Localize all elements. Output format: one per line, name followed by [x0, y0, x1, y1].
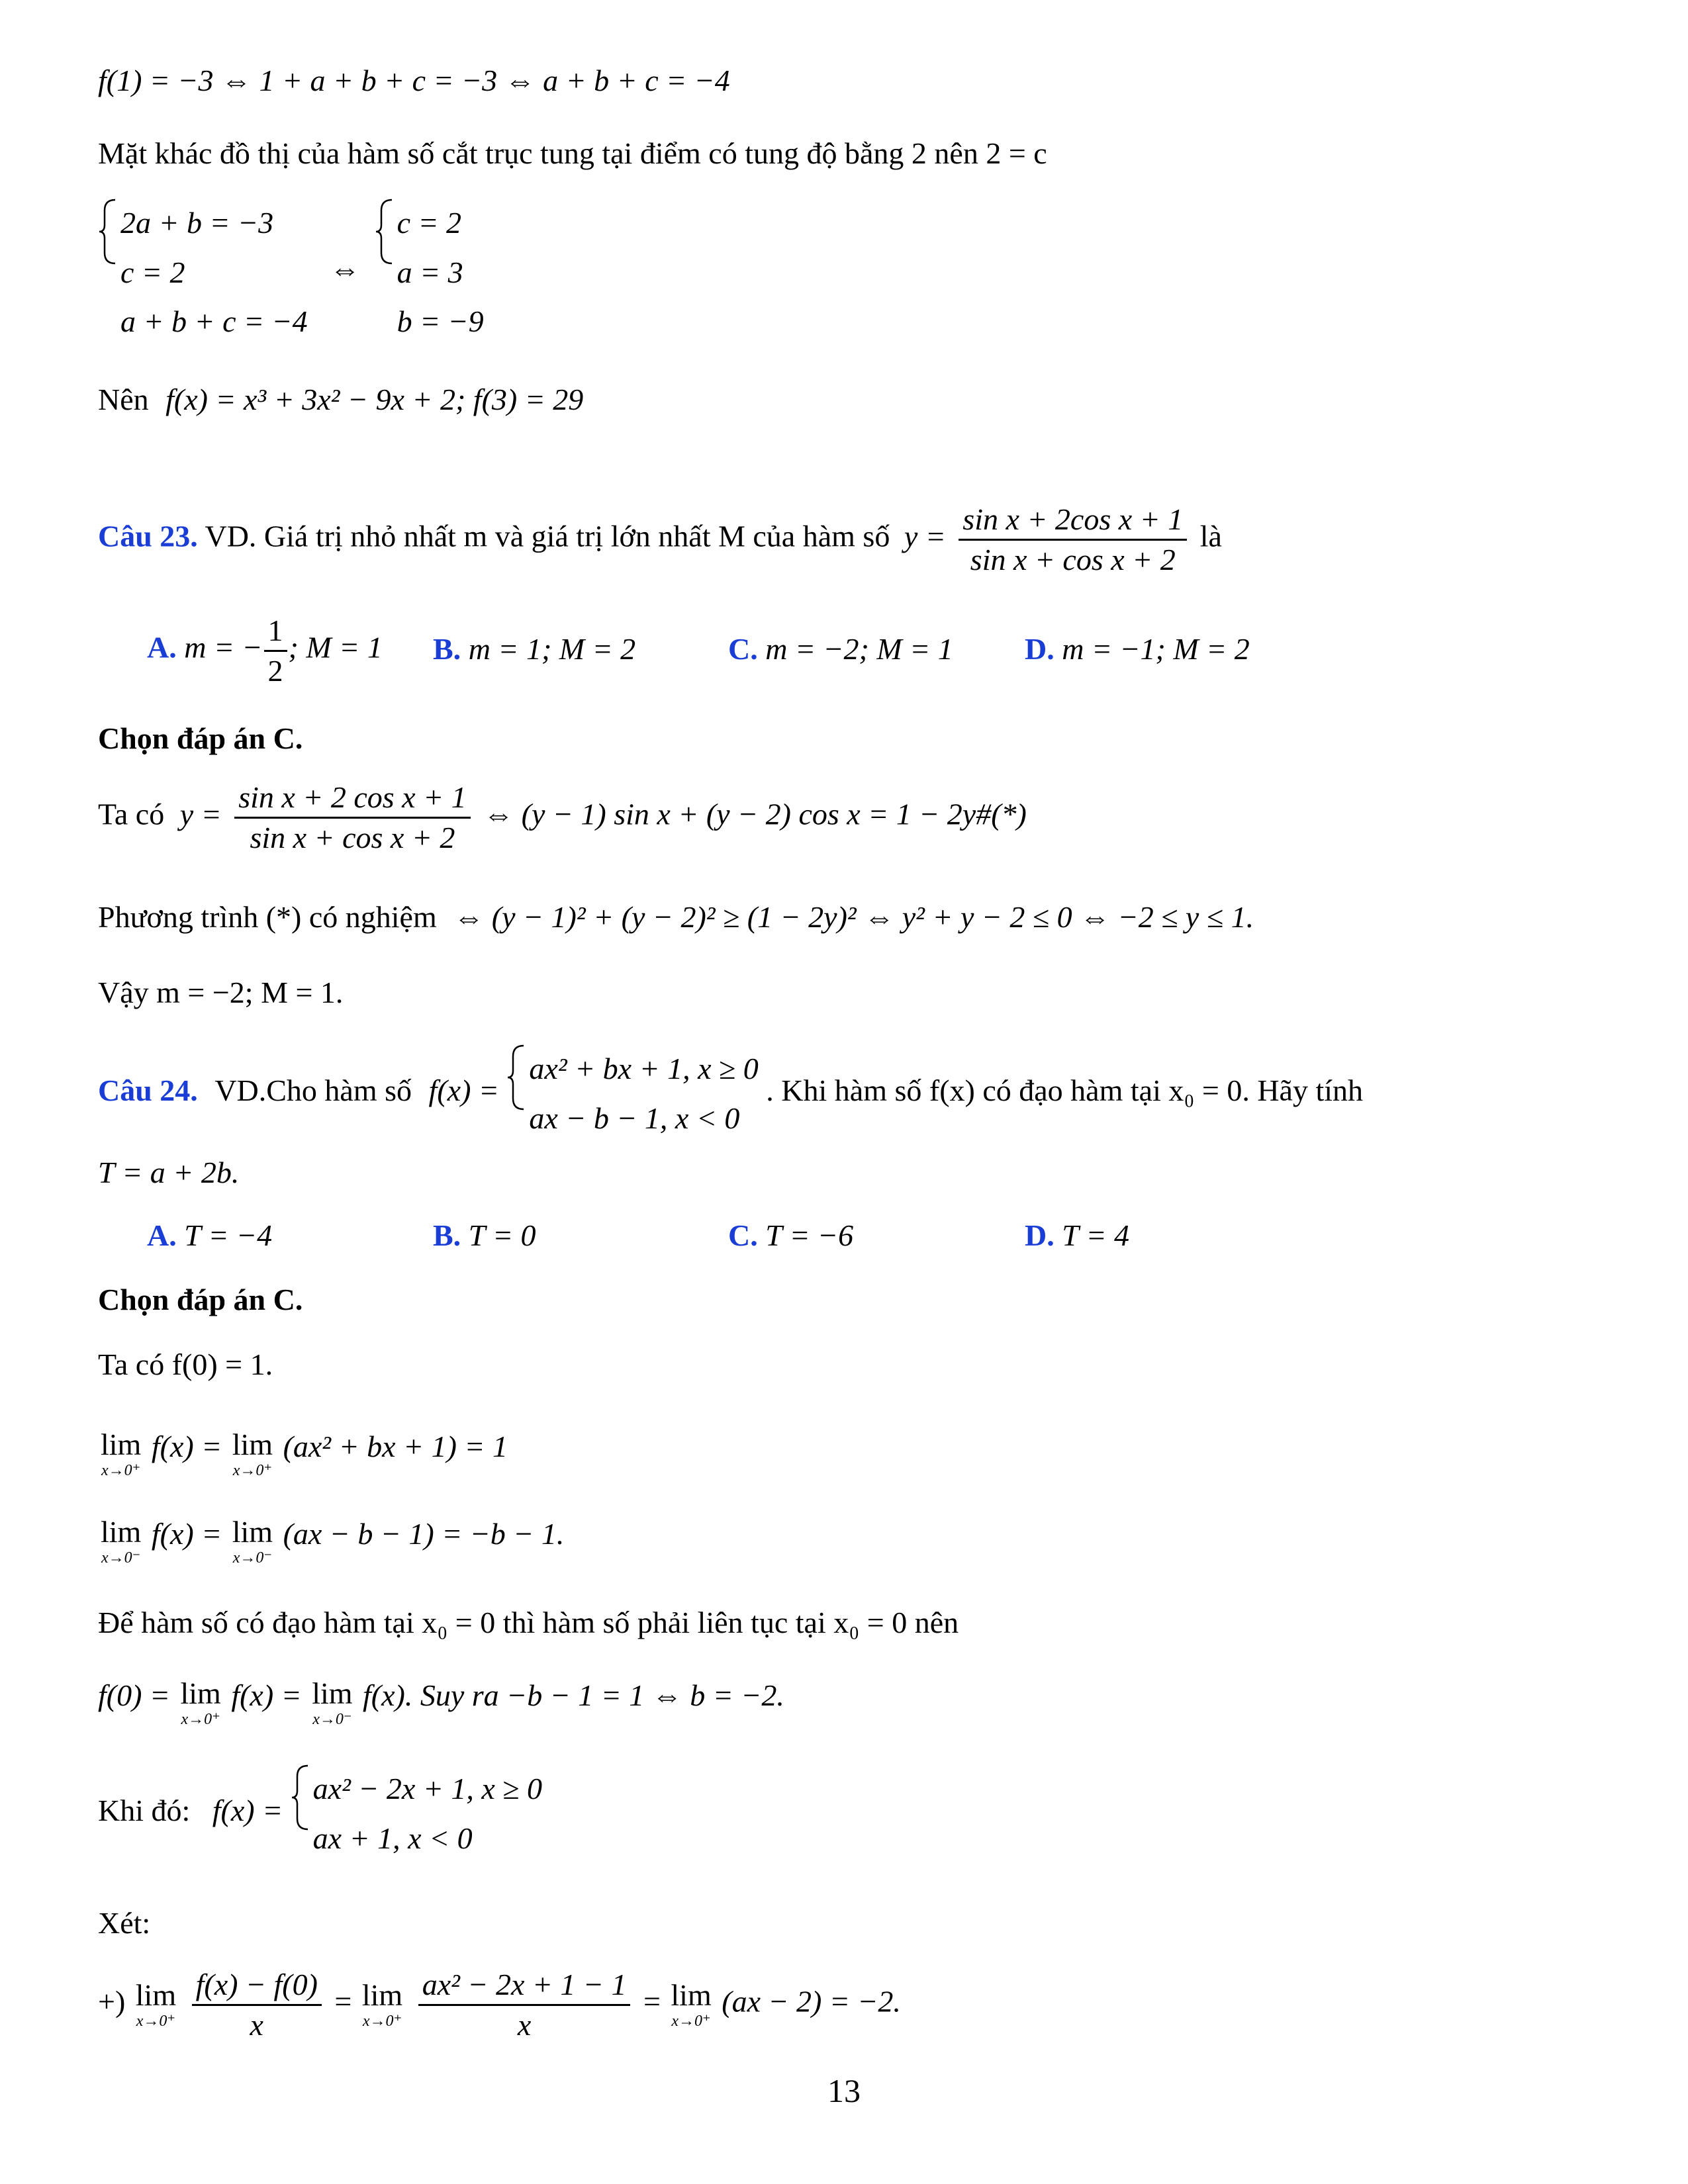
q24-sol-6-case-1: ax² − 2x + 1, x ≥ 0 [312, 1772, 543, 1805]
q23-option-a-post: ; M = 1 [288, 630, 383, 664]
q24-sol-2-mid: f(x) = [151, 1430, 222, 1463]
left-brace-icon [375, 199, 395, 265]
system-right [375, 199, 484, 347]
q24-sol-3-mid: f(x) = [151, 1517, 222, 1551]
q24-option-b[interactable] [433, 1218, 536, 1253]
q24-sol-5-lim-1: lim x→0⁺ [180, 1676, 221, 1728]
q24-sol-3 [98, 1517, 564, 1566]
q23-option-c-text: m = −2; M = 1 [765, 632, 953, 666]
q24-sol-8-eq-2: = [643, 1984, 661, 2019]
q24-option-a-label: A. [147, 1218, 177, 1252]
q24-prompt-line-2: T = a + 2b. [98, 1156, 240, 1189]
q24-label: Câu 24. [98, 1073, 198, 1108]
q24-sol-8-pre: +) [98, 1984, 126, 2019]
q24-sol-6-pre: Khi đó: [98, 1794, 191, 1828]
q23-option-b-label: B. [433, 632, 461, 666]
q24-sol-8-lim-1: lim x→0⁺ [135, 1978, 177, 2030]
q24-sol-6 [98, 1764, 542, 1863]
system-right-row-2: a = 3 [397, 255, 463, 289]
q23-sol-1 [98, 778, 1027, 856]
q23-sol-2-pre: Phương trình (*) có nghiệm [98, 900, 437, 934]
q24-option-c[interactable] [728, 1218, 853, 1253]
q24-option-d-label: D. [1025, 1218, 1055, 1252]
q23-sol-1-y: y = [179, 797, 222, 831]
q23-label: Câu 23. [98, 519, 198, 553]
q24-option-a-text: T = −4 [184, 1218, 273, 1252]
q23-answer: Chọn đáp án C. [98, 721, 303, 755]
q24-sol-2-rhs: (ax² + bx + 1) = 1 [283, 1430, 508, 1463]
q23-sol-2 [98, 900, 1254, 935]
q24-sol-8 [98, 1966, 901, 2044]
q23-option-c[interactable] [728, 631, 953, 666]
q23-option-a-frac [264, 612, 287, 690]
q24-sol-4: Để hàm số có đạo hàm tại x₀ = 0 thì hàm số phải liên tục tại x₀ = 0 nên [98, 1606, 959, 1639]
left-brace-icon [98, 199, 118, 265]
q24-sol-3-rhs: (ax − b − 1) = −b − 1. [283, 1517, 565, 1551]
q24-option-b-label: B. [433, 1218, 461, 1252]
conclusion-expr: f(x) = x³ + 3x² − 9x + 2; f(3) = 29 [165, 383, 584, 416]
system-left-row-2: c = 2 [120, 255, 185, 289]
q24-answer: Chọn đáp án C. [98, 1283, 303, 1316]
q24-sol-2 [98, 1430, 508, 1479]
q24-sol-1: Ta có f(0) = 1. [98, 1347, 273, 1381]
q24-sol-8-frac-2-num: ax² − 2x + 1 − 1 [418, 1966, 631, 2006]
system-right-row-1: c = 2 [397, 206, 462, 240]
q23-sol-1-den: sin x + cos x + 2 [250, 820, 455, 854]
q24-option-c-label: C. [728, 1218, 758, 1252]
prev-system [98, 199, 484, 347]
system-equiv: ⇔ [330, 252, 361, 287]
q24-sol-5-lim-2: lim x→0⁻ [312, 1676, 353, 1728]
q24-sol-6-piecewise [291, 1764, 542, 1863]
q24-option-c-text: T = −6 [765, 1218, 854, 1252]
q23-y-eq: y = [904, 519, 946, 553]
q24-sol-8-eq: = [334, 1984, 352, 2019]
q23-prompt [98, 500, 1222, 578]
q23-sol-1-post: ⇔ (y − 1) sin x + (y − 2) cos x = 1 − 2y#(*) [483, 797, 1027, 831]
q24-sol-5-mid: f(x) = [231, 1678, 302, 1712]
q23-option-b[interactable] [433, 631, 635, 666]
q23-sol-1-pre: Ta có [98, 797, 165, 831]
q23-numerator: sin x + 2cos x + 1 [959, 500, 1187, 541]
q23-option-d-text: m = −1; M = 2 [1062, 632, 1250, 666]
q24-sol-2-lim-left: lim x→0⁺ [101, 1428, 142, 1479]
system-left [98, 199, 308, 347]
q23-sol-1-num: sin x + 2 cos x + 1 [234, 778, 470, 819]
q23-option-d-label: D. [1025, 632, 1055, 666]
q24-sol-5 [98, 1678, 784, 1727]
q23-prompt-text: VD. Giá trị nhỏ nhất m và giá trị lớn nhất M của hàm số [205, 519, 890, 553]
prev-conclusion [98, 383, 583, 418]
q23-option-c-label: C. [728, 632, 758, 666]
system-left-row-1: 2a + b = −3 [120, 206, 274, 240]
conclusion-label: Nên [98, 383, 149, 416]
left-brace-icon [506, 1044, 526, 1111]
q24-sol-7: Xét: [98, 1906, 151, 1940]
q24-sol-8-lim-2: lim x→0⁺ [361, 1978, 403, 2030]
system-right-row-3: b = −9 [397, 304, 484, 339]
q24-prompt-pre: VD.Cho hàm số [214, 1073, 412, 1108]
q24-sol-2-lim-right: lim x→0⁺ [232, 1428, 273, 1479]
q23-option-d[interactable] [1025, 631, 1250, 666]
q24-sol-8-frac-1-num: f(x) − f(0) [192, 1966, 322, 2006]
system-left-row-3: a + b + c = −4 [120, 304, 308, 339]
prev-line-2: Mặt khác đồ thị của hàm số cắt trục tung tại điểm có tung độ bằng 2 nên 2 = c [98, 136, 1047, 170]
q24-sol-5-pre: f(0) = [98, 1678, 170, 1712]
q23-denominator: sin x + cos x + 2 [970, 542, 1176, 576]
q24-sol-8-frac-1-den: x [250, 2007, 263, 2042]
q24-sol-8-frac-1 [192, 1966, 322, 2044]
q24-piecewise [506, 1044, 758, 1143]
q23-option-b-text: m = 1; M = 2 [468, 632, 636, 666]
q23-sol-1-fraction [234, 778, 470, 856]
q23-option-a[interactable] [147, 612, 383, 690]
q23-tail: là [1199, 519, 1222, 553]
q24-option-d-text: T = 4 [1062, 1218, 1130, 1252]
q24-sol-5-post: f(x). Suy ra −b − 1 = 1 ⇔ b = −2. [363, 1678, 784, 1712]
page-number: 13 [827, 2072, 861, 2109]
q24-sol-8-frac-2 [418, 1966, 631, 2044]
q23-option-a-pre: m = − [184, 630, 263, 664]
q24-sol-6-case-2: ax + 1, x < 0 [312, 1821, 473, 1855]
q24-sol-8-lim-3: lim x→0⁺ [671, 1978, 712, 2030]
q24-option-b-text: T = 0 [468, 1218, 536, 1252]
q24-option-d[interactable] [1025, 1218, 1129, 1253]
q23-fraction [959, 500, 1187, 578]
q24-case-2: ax − b − 1, x < 0 [529, 1101, 740, 1135]
left-brace-icon [291, 1764, 310, 1831]
q24-fx-eq: f(x) = [428, 1073, 499, 1108]
q24-sol-8-frac-2-den: x [517, 2007, 532, 2042]
q24-sol-3-lim-left: lim x→0⁻ [101, 1515, 142, 1567]
q23-sol-3: Vậy m = −2; M = 1. [98, 976, 344, 1009]
q23-option-a-label: A. [147, 630, 177, 664]
q24-prompt [98, 1044, 1581, 1143]
q24-case-1: ax² + bx + 1, x ≥ 0 [529, 1052, 759, 1085]
q24-sol-3-lim-right: lim x→0⁻ [232, 1515, 273, 1567]
q24-prompt-post: . Khi hàm số f(x) có đạo hàm tại x₀ = 0. Hãy tính [766, 1073, 1364, 1108]
q24-option-a[interactable] [147, 1218, 272, 1253]
q24-sol-6-fx: f(x) = [212, 1794, 283, 1828]
q23-sol-2-expr: ⇔ (y − 1)² + (y − 2)² ≥ (1 − 2y)² ⇔ y² + y − 2 ≤ 0 ⇔ −2 ≤ y ≤ 1. [453, 900, 1254, 934]
q23-option-a-den: 2 [267, 653, 283, 688]
prev-line-1: f(1) = −3 ⇔ 1 + a + b + c = −3 ⇔ a + b + c = −4 [98, 64, 730, 97]
q24-sol-8-post: (ax − 2) = −2. [722, 1984, 901, 2019]
q23-option-a-num: 1 [264, 612, 287, 652]
